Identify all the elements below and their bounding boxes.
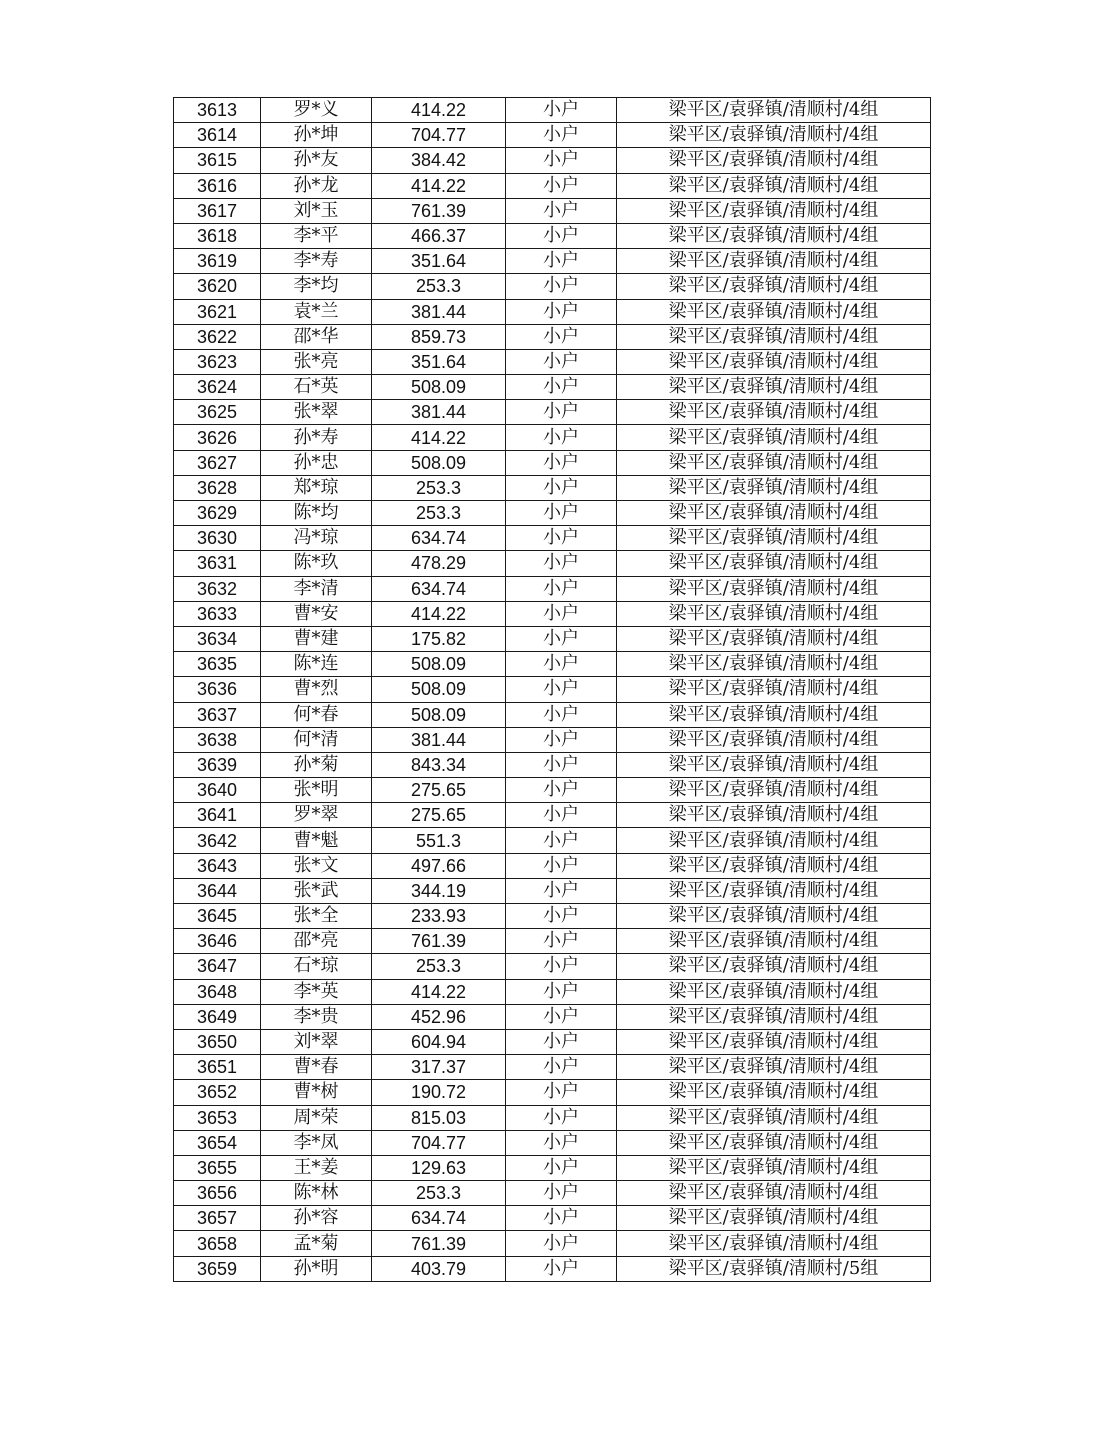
table-row [174,979,931,1004]
row-name-cell: 孙*明 [261,1256,372,1281]
row-amount-cell: 761.39 [372,1231,506,1256]
row-location-cell: 梁平区/袁驿镇/清顺村/4组 [617,349,931,374]
row-location-cell: 梁平区/袁驿镇/清顺村/4组 [617,979,931,1004]
row-location-cell: 梁平区/袁驿镇/清顺村/4组 [617,551,931,576]
row-id-cell: 3615 [174,148,261,173]
table-row [174,148,931,173]
row-id-cell: 3623 [174,349,261,374]
row-name-cell: 曹*安 [261,601,372,626]
row-type-cell: 小户 [506,803,617,828]
row-amount-cell: 351.64 [372,249,506,274]
row-name-cell: 曹*魁 [261,828,372,853]
row-id-cell: 3642 [174,828,261,853]
row-location-cell: 梁平区/袁驿镇/清顺村/4组 [617,274,931,299]
row-type-cell: 小户 [506,1080,617,1105]
row-type-cell: 小户 [506,576,617,601]
row-type-cell: 小户 [506,904,617,929]
row-amount-cell: 466.37 [372,223,506,248]
row-id-cell: 3652 [174,1080,261,1105]
row-location-cell: 梁平区/袁驿镇/清顺村/4组 [617,1080,931,1105]
row-location-cell: 梁平区/袁驿镇/清顺村/4组 [617,1206,931,1231]
row-location-cell: 梁平区/袁驿镇/清顺村/4组 [617,778,931,803]
row-id-cell: 3639 [174,752,261,777]
row-name-cell: 何*春 [261,702,372,727]
row-type-cell: 小户 [506,551,617,576]
row-name-cell: 曹*春 [261,1055,372,1080]
table-row [174,551,931,576]
row-id-cell: 3650 [174,1029,261,1054]
row-location-cell: 梁平区/袁驿镇/清顺村/4组 [617,954,931,979]
row-location-cell: 梁平区/袁驿镇/清顺村/4组 [617,1181,931,1206]
row-amount-cell: 344.19 [372,878,506,903]
row-type-cell: 小户 [506,752,617,777]
table-row [174,702,931,727]
row-amount-cell: 381.44 [372,400,506,425]
row-type-cell: 小户 [506,1029,617,1054]
row-type-cell: 小户 [506,1181,617,1206]
table-row [174,1055,931,1080]
row-location-cell: 梁平区/袁驿镇/清顺村/4组 [617,299,931,324]
row-location-cell: 梁平区/袁驿镇/清顺村/4组 [617,148,931,173]
row-id-cell: 3624 [174,375,261,400]
row-amount-cell: 351.64 [372,349,506,374]
row-amount-cell: 508.09 [372,702,506,727]
row-name-cell: 张*亮 [261,349,372,374]
row-type-cell: 小户 [506,425,617,450]
row-id-cell: 3619 [174,249,261,274]
row-id-cell: 3651 [174,1055,261,1080]
row-type-cell: 小户 [506,1206,617,1231]
row-id-cell: 3640 [174,778,261,803]
row-amount-cell: 634.74 [372,1206,506,1231]
row-type-cell: 小户 [506,375,617,400]
row-amount-cell: 761.39 [372,198,506,223]
row-type-cell: 小户 [506,526,617,551]
row-amount-cell: 843.34 [372,752,506,777]
row-id-cell: 3645 [174,904,261,929]
row-location-cell: 梁平区/袁驿镇/清顺村/4组 [617,878,931,903]
row-amount-cell: 414.22 [372,979,506,1004]
row-amount-cell: 253.3 [372,274,506,299]
table-row [174,778,931,803]
row-type-cell: 小户 [506,828,617,853]
table-row [174,904,931,929]
table-row [174,501,931,526]
row-id-cell: 3646 [174,929,261,954]
row-name-cell: 孙*菊 [261,752,372,777]
row-location-cell: 梁平区/袁驿镇/清顺村/4组 [617,526,931,551]
row-type-cell: 小户 [506,979,617,1004]
table-row [174,1206,931,1231]
row-amount-cell: 317.37 [372,1055,506,1080]
row-amount-cell: 704.77 [372,1130,506,1155]
row-id-cell: 3647 [174,954,261,979]
row-location-cell: 梁平区/袁驿镇/清顺村/4组 [617,677,931,702]
row-location-cell: 梁平区/袁驿镇/清顺村/4组 [617,702,931,727]
row-id-cell: 3631 [174,551,261,576]
row-location-cell: 梁平区/袁驿镇/清顺村/4组 [617,1105,931,1130]
row-location-cell: 梁平区/袁驿镇/清顺村/4组 [617,324,931,349]
row-name-cell: 李*贵 [261,1004,372,1029]
row-location-cell: 梁平区/袁驿镇/清顺村/4组 [617,626,931,651]
table-row [174,1130,931,1155]
row-type-cell: 小户 [506,475,617,500]
row-type-cell: 小户 [506,173,617,198]
row-id-cell: 3630 [174,526,261,551]
row-id-cell: 3641 [174,803,261,828]
table-row [174,425,931,450]
row-amount-cell: 761.39 [372,929,506,954]
row-type-cell: 小户 [506,1130,617,1155]
row-type-cell: 小户 [506,223,617,248]
row-type-cell: 小户 [506,324,617,349]
table-row [174,626,931,651]
row-name-cell: 刘*翠 [261,1029,372,1054]
row-id-cell: 3617 [174,198,261,223]
row-name-cell: 李*寿 [261,249,372,274]
row-id-cell: 3620 [174,274,261,299]
row-name-cell: 李*平 [261,223,372,248]
row-type-cell: 小户 [506,677,617,702]
data-table [173,97,931,1282]
table-row [174,400,931,425]
row-name-cell: 张*翠 [261,400,372,425]
row-amount-cell: 414.22 [372,425,506,450]
row-name-cell: 罗*义 [261,98,372,123]
row-location-cell: 梁平区/袁驿镇/清顺村/4组 [617,929,931,954]
row-id-cell: 3655 [174,1155,261,1180]
row-location-cell: 梁平区/袁驿镇/清顺村/4组 [617,1055,931,1080]
row-amount-cell: 190.72 [372,1080,506,1105]
row-location-cell: 梁平区/袁驿镇/清顺村/4组 [617,450,931,475]
row-amount-cell: 275.65 [372,803,506,828]
row-amount-cell: 403.79 [372,1256,506,1281]
row-id-cell: 3644 [174,878,261,903]
row-id-cell: 3625 [174,400,261,425]
row-name-cell: 冯*琼 [261,526,372,551]
row-id-cell: 3658 [174,1231,261,1256]
row-location-cell: 梁平区/袁驿镇/清顺村/4组 [617,1155,931,1180]
table-row [174,652,931,677]
row-type-cell: 小户 [506,501,617,526]
row-amount-cell: 414.22 [372,601,506,626]
row-id-cell: 3616 [174,173,261,198]
row-type-cell: 小户 [506,198,617,223]
table-row [174,249,931,274]
table-row [174,274,931,299]
row-amount-cell: 384.42 [372,148,506,173]
row-name-cell: 张*武 [261,878,372,903]
row-name-cell: 孙*友 [261,148,372,173]
row-location-cell: 梁平区/袁驿镇/清顺村/4组 [617,727,931,752]
row-id-cell: 3649 [174,1004,261,1029]
table-row [174,601,931,626]
row-type-cell: 小户 [506,1231,617,1256]
row-amount-cell: 275.65 [372,778,506,803]
row-id-cell: 3643 [174,853,261,878]
row-amount-cell: 129.63 [372,1155,506,1180]
table-row [174,677,931,702]
row-type-cell: 小户 [506,727,617,752]
table-row [174,1181,931,1206]
row-name-cell: 刘*玉 [261,198,372,223]
row-type-cell: 小户 [506,148,617,173]
table-row [174,324,931,349]
table-row [174,954,931,979]
row-amount-cell: 508.09 [372,450,506,475]
row-location-cell: 梁平区/袁驿镇/清顺村/4组 [617,475,931,500]
row-amount-cell: 604.94 [372,1029,506,1054]
row-name-cell: 邵*华 [261,324,372,349]
row-id-cell: 3628 [174,475,261,500]
row-amount-cell: 253.3 [372,954,506,979]
row-type-cell: 小户 [506,98,617,123]
row-type-cell: 小户 [506,1004,617,1029]
row-id-cell: 3634 [174,626,261,651]
row-location-cell: 梁平区/袁驿镇/清顺村/4组 [617,1004,931,1029]
row-location-cell: 梁平区/袁驿镇/清顺村/4组 [617,828,931,853]
row-id-cell: 3633 [174,601,261,626]
table-row [174,803,931,828]
table-row [174,727,931,752]
row-name-cell: 曹*建 [261,626,372,651]
row-name-cell: 罗*翠 [261,803,372,828]
row-name-cell: 周*荣 [261,1105,372,1130]
row-location-cell: 梁平区/袁驿镇/清顺村/4组 [617,1130,931,1155]
row-name-cell: 陈*均 [261,501,372,526]
row-amount-cell: 859.73 [372,324,506,349]
row-id-cell: 3654 [174,1130,261,1155]
row-amount-cell: 233.93 [372,904,506,929]
table-row [174,1105,931,1130]
table-row [174,475,931,500]
row-location-cell: 梁平区/袁驿镇/清顺村/4组 [617,601,931,626]
table-row [174,576,931,601]
row-name-cell: 李*英 [261,979,372,1004]
row-id-cell: 3629 [174,501,261,526]
row-location-cell: 梁平区/袁驿镇/清顺村/4组 [617,198,931,223]
row-amount-cell: 508.09 [372,652,506,677]
row-location-cell: 梁平区/袁驿镇/清顺村/4组 [617,904,931,929]
row-name-cell: 孙*忠 [261,450,372,475]
row-name-cell: 孙*龙 [261,173,372,198]
row-location-cell: 梁平区/袁驿镇/清顺村/4组 [617,803,931,828]
row-type-cell: 小户 [506,123,617,148]
row-name-cell: 孙*容 [261,1206,372,1231]
table-row [174,299,931,324]
row-name-cell: 李*凤 [261,1130,372,1155]
row-amount-cell: 175.82 [372,626,506,651]
row-location-cell: 梁平区/袁驿镇/清顺村/4组 [617,1231,931,1256]
row-name-cell: 孟*菊 [261,1231,372,1256]
row-amount-cell: 253.3 [372,475,506,500]
row-name-cell: 郑*琼 [261,475,372,500]
row-id-cell: 3613 [174,98,261,123]
table-row [174,1004,931,1029]
row-type-cell: 小户 [506,349,617,374]
row-type-cell: 小户 [506,626,617,651]
row-amount-cell: 497.66 [372,853,506,878]
row-name-cell: 孙*坤 [261,123,372,148]
table-body [174,98,931,1282]
row-location-cell: 梁平区/袁驿镇/清顺村/4组 [617,98,931,123]
row-location-cell: 梁平区/袁驿镇/清顺村/4组 [617,223,931,248]
row-location-cell: 梁平区/袁驿镇/清顺村/4组 [617,375,931,400]
row-amount-cell: 253.3 [372,1181,506,1206]
row-type-cell: 小户 [506,929,617,954]
row-type-cell: 小户 [506,878,617,903]
row-name-cell: 张*全 [261,904,372,929]
table-row [174,828,931,853]
row-id-cell: 3653 [174,1105,261,1130]
row-name-cell: 李*均 [261,274,372,299]
row-type-cell: 小户 [506,274,617,299]
row-id-cell: 3632 [174,576,261,601]
row-amount-cell: 551.3 [372,828,506,853]
row-amount-cell: 452.96 [372,1004,506,1029]
row-name-cell: 石*英 [261,375,372,400]
row-location-cell: 梁平区/袁驿镇/清顺村/4组 [617,400,931,425]
table-row [174,123,931,148]
row-amount-cell: 478.29 [372,551,506,576]
table-row [174,173,931,198]
row-name-cell: 李*清 [261,576,372,601]
row-name-cell: 袁*兰 [261,299,372,324]
row-amount-cell: 508.09 [372,677,506,702]
row-type-cell: 小户 [506,1256,617,1281]
row-name-cell: 陈*玖 [261,551,372,576]
row-location-cell: 梁平区/袁驿镇/清顺村/5组 [617,1256,931,1281]
table-row [174,223,931,248]
row-id-cell: 3659 [174,1256,261,1281]
row-amount-cell: 704.77 [372,123,506,148]
table-row [174,526,931,551]
table-row [174,1029,931,1054]
row-id-cell: 3614 [174,123,261,148]
row-type-cell: 小户 [506,652,617,677]
row-id-cell: 3626 [174,425,261,450]
row-amount-cell: 414.22 [372,98,506,123]
row-id-cell: 3621 [174,299,261,324]
row-location-cell: 梁平区/袁驿镇/清顺村/4组 [617,652,931,677]
row-id-cell: 3622 [174,324,261,349]
row-name-cell: 何*清 [261,727,372,752]
row-id-cell: 3627 [174,450,261,475]
row-id-cell: 3637 [174,702,261,727]
row-location-cell: 梁平区/袁驿镇/清顺村/4组 [617,752,931,777]
row-amount-cell: 634.74 [372,576,506,601]
row-name-cell: 陈*林 [261,1181,372,1206]
row-amount-cell: 815.03 [372,1105,506,1130]
row-id-cell: 3635 [174,652,261,677]
row-id-cell: 3657 [174,1206,261,1231]
row-location-cell: 梁平区/袁驿镇/清顺村/4组 [617,123,931,148]
table-row [174,450,931,475]
row-location-cell: 梁平区/袁驿镇/清顺村/4组 [617,501,931,526]
row-amount-cell: 381.44 [372,727,506,752]
row-id-cell: 3656 [174,1181,261,1206]
row-name-cell: 张*明 [261,778,372,803]
row-name-cell: 王*姜 [261,1155,372,1180]
table-row [174,349,931,374]
row-type-cell: 小户 [506,1105,617,1130]
row-type-cell: 小户 [506,954,617,979]
table-row [174,1231,931,1256]
table-row [174,1080,931,1105]
row-name-cell: 陈*连 [261,652,372,677]
row-amount-cell: 253.3 [372,501,506,526]
row-id-cell: 3636 [174,677,261,702]
row-type-cell: 小户 [506,702,617,727]
row-name-cell: 石*琼 [261,954,372,979]
table-row [174,853,931,878]
row-amount-cell: 381.44 [372,299,506,324]
row-name-cell: 孙*寿 [261,425,372,450]
table-row [174,198,931,223]
row-type-cell: 小户 [506,1155,617,1180]
row-name-cell: 曹*树 [261,1080,372,1105]
row-location-cell: 梁平区/袁驿镇/清顺村/4组 [617,173,931,198]
row-type-cell: 小户 [506,853,617,878]
row-type-cell: 小户 [506,450,617,475]
row-location-cell: 梁平区/袁驿镇/清顺村/4组 [617,1029,931,1054]
table-row [174,929,931,954]
row-amount-cell: 508.09 [372,375,506,400]
row-type-cell: 小户 [506,1055,617,1080]
row-amount-cell: 414.22 [372,173,506,198]
row-name-cell: 曹*烈 [261,677,372,702]
row-location-cell: 梁平区/袁驿镇/清顺村/4组 [617,576,931,601]
row-location-cell: 梁平区/袁驿镇/清顺村/4组 [617,249,931,274]
row-name-cell: 张*文 [261,853,372,878]
table-row [174,752,931,777]
row-location-cell: 梁平区/袁驿镇/清顺村/4组 [617,853,931,878]
table-row [174,98,931,123]
row-id-cell: 3648 [174,979,261,1004]
row-id-cell: 3618 [174,223,261,248]
row-type-cell: 小户 [506,601,617,626]
table-row [174,878,931,903]
row-amount-cell: 634.74 [372,526,506,551]
table-row [174,1155,931,1180]
row-type-cell: 小户 [506,299,617,324]
row-type-cell: 小户 [506,778,617,803]
table-row [174,1256,931,1281]
row-type-cell: 小户 [506,400,617,425]
row-name-cell: 邵*亮 [261,929,372,954]
row-location-cell: 梁平区/袁驿镇/清顺村/4组 [617,425,931,450]
row-type-cell: 小户 [506,249,617,274]
table-row [174,375,931,400]
row-id-cell: 3638 [174,727,261,752]
